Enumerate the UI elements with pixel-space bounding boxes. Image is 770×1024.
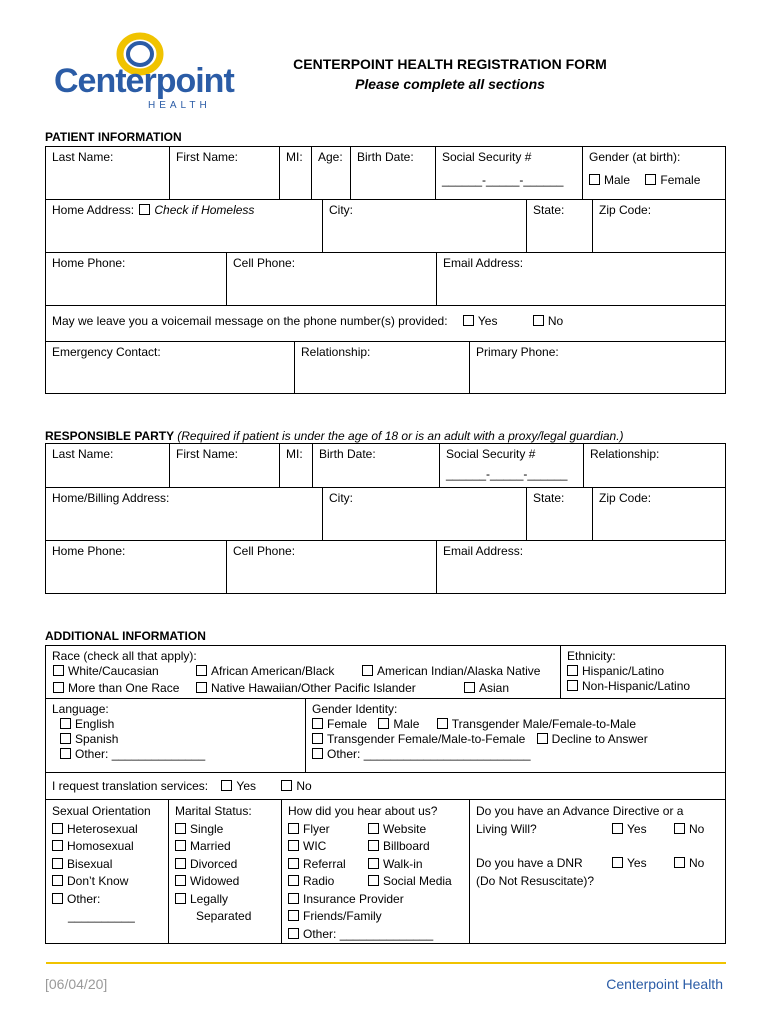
gi-trans-male-checkbox[interactable] xyxy=(437,718,448,729)
hear-other-checkbox[interactable] xyxy=(288,928,299,939)
emergency-contact-field[interactable] xyxy=(46,342,295,393)
language-other-blank[interactable]: ______________ xyxy=(111,747,206,761)
patient-age-label: Age: xyxy=(318,150,343,164)
rp-home-phone-field[interactable] xyxy=(46,541,227,593)
rp-birth-date-field[interactable] xyxy=(313,444,440,488)
race-asian-label: Asian xyxy=(479,681,510,695)
marital-widowed-label: Widowed xyxy=(190,874,240,888)
language-other-label: Other: xyxy=(75,747,109,761)
homeless-label: Check if Homeless xyxy=(154,203,255,217)
patient-info-grid xyxy=(45,146,726,394)
rp-birth-date-label: Birth Date: xyxy=(319,447,376,461)
dnr-yes-label: Yes xyxy=(627,856,647,870)
voicemail-question: May we leave you a voicemail message on the phone number(s) provided: xyxy=(52,314,448,328)
patient-cell-phone-label: Cell Phone: xyxy=(233,256,296,270)
rp-email-field[interactable] xyxy=(437,541,725,593)
translation-no-checkbox[interactable] xyxy=(281,780,292,791)
responsible-heading-text: RESPONSIBLE PARTY xyxy=(45,429,174,443)
race-row-1c xyxy=(362,664,540,679)
rp-billing-address-label: Home/Billing Address: xyxy=(52,491,170,505)
marital-label: Marital Status: xyxy=(175,804,252,818)
hear-other-blank[interactable]: ______________ xyxy=(339,926,434,941)
hear-wic-checkbox[interactable] xyxy=(288,840,299,851)
orientation-label: Sexual Orientation xyxy=(52,804,151,818)
dnr-question: Do you have a DNR xyxy=(476,856,583,870)
patient-email-label: Email Address: xyxy=(443,256,524,270)
voicemail-no-label: No xyxy=(547,314,564,328)
race-white-checkbox[interactable] xyxy=(53,665,64,676)
emergency-contact-label: Emergency Contact: xyxy=(52,345,161,359)
hear-flyer-checkbox[interactable] xyxy=(288,823,299,834)
language-label: Language: xyxy=(52,702,109,716)
race-multi-label: More than One Race xyxy=(68,681,180,695)
patient-state-field[interactable] xyxy=(527,200,593,253)
race-row-2b xyxy=(196,681,416,696)
race-row-2 xyxy=(53,681,179,696)
ethnicity-non-hispanic-label: Non-Hispanic/Latino xyxy=(582,679,691,693)
patient-section-heading: PATIENT INFORMATION xyxy=(45,130,182,144)
hear-walkin-label: Walk-in xyxy=(383,856,423,871)
marital-separated-checkbox[interactable] xyxy=(175,893,186,904)
gi-female-label: Female xyxy=(327,717,368,731)
hear-label: How did you hear about us? xyxy=(288,804,438,818)
orientation-hetero-checkbox[interactable] xyxy=(52,823,63,834)
patient-ssn-field[interactable] xyxy=(436,147,583,200)
gi-trans-female-label: Transgender Female/Male-to-Female xyxy=(327,732,526,746)
hear-radio-label: Radio xyxy=(303,874,335,888)
patient-email-field[interactable] xyxy=(437,253,725,306)
footer-divider xyxy=(46,962,726,964)
gender-identity-field xyxy=(306,699,725,773)
rp-last-name-label: Last Name: xyxy=(52,447,114,461)
ad-no-label: No xyxy=(689,821,705,836)
patient-gender-label: Gender (at birth): xyxy=(589,150,681,164)
advance-directive-field xyxy=(470,800,725,943)
race-white-label: White/Caucasian xyxy=(68,664,159,678)
advance-directive-question-2: Living Will? xyxy=(476,821,537,836)
translation-label: I request translation services: xyxy=(52,779,209,793)
race-asian-checkbox[interactable] xyxy=(464,682,475,693)
hear-website-checkbox[interactable] xyxy=(368,823,379,834)
centerpoint-logo xyxy=(52,32,234,112)
orientation-bi-label: Bisexual xyxy=(67,856,113,871)
language-english-checkbox[interactable] xyxy=(60,718,71,729)
ad-yes-checkbox[interactable] xyxy=(612,823,623,834)
rp-home-phone-label: Home Phone: xyxy=(52,544,126,558)
language-other-checkbox[interactable] xyxy=(60,748,71,759)
rp-cell-phone-field[interactable] xyxy=(227,541,437,593)
patient-last-name-field[interactable] xyxy=(46,147,170,200)
hear-referral-label: Referral xyxy=(303,856,346,871)
orientation-dont-know-label: Don’t Know xyxy=(67,874,129,888)
ethnicity-hispanic-checkbox[interactable] xyxy=(567,665,578,676)
rp-state-label: State: xyxy=(533,491,565,505)
gender-female-checkbox[interactable] xyxy=(645,174,656,185)
hear-website-label: Website xyxy=(383,821,427,836)
translation-yes-checkbox[interactable] xyxy=(221,780,232,791)
gi-other-blank[interactable]: _________________________ xyxy=(363,747,531,761)
race-black-label: African American/Black xyxy=(211,664,335,678)
rp-mi-field[interactable] xyxy=(280,444,313,488)
gender-female-label: Female xyxy=(660,173,701,187)
form-subtitle: Please complete all sections xyxy=(355,76,545,92)
hear-insurance-label: Insurance Provider xyxy=(303,891,404,906)
patient-state-label: State: xyxy=(533,203,565,217)
emergency-relationship-field[interactable] xyxy=(295,342,470,393)
patient-birth-date-label: Birth Date: xyxy=(357,150,414,164)
dnr-yes-checkbox[interactable] xyxy=(612,857,623,868)
voicemail-yes-checkbox[interactable] xyxy=(463,315,474,326)
patient-cell-phone-field[interactable] xyxy=(227,253,437,306)
race-pacific-label: Native Hawaiian/Other Pacific Islander xyxy=(211,681,416,695)
additional-info-grid xyxy=(45,645,726,944)
logo-subtitle: HEALTH xyxy=(148,100,211,111)
hear-billboard-checkbox[interactable] xyxy=(368,840,379,851)
orientation-bi-checkbox[interactable] xyxy=(52,858,63,869)
hear-walkin-checkbox[interactable] xyxy=(368,858,379,869)
rp-relationship-field[interactable] xyxy=(584,444,725,488)
gender-male-checkbox[interactable] xyxy=(589,174,600,185)
patient-home-phone-field[interactable] xyxy=(46,253,227,306)
race-row-1b xyxy=(196,664,334,679)
patient-gender-field xyxy=(583,147,725,200)
orientation-dont-know-checkbox[interactable] xyxy=(52,875,63,886)
orientation-other-blank[interactable]: __________ xyxy=(68,909,135,923)
rp-ssn-field[interactable] xyxy=(440,444,584,488)
gender-male-label: Male xyxy=(604,173,631,187)
race-native-label: American Indian/Alaska Native xyxy=(377,664,541,678)
orientation-hetero-label: Heterosexual xyxy=(67,821,138,836)
hear-insurance-checkbox[interactable] xyxy=(288,893,299,904)
translation-yes-label: Yes xyxy=(236,779,256,793)
rp-zip-label: Zip Code: xyxy=(599,491,652,505)
marital-single-label: Single xyxy=(190,821,224,836)
patient-mi-label: MI: xyxy=(286,150,303,164)
rp-state-field[interactable] xyxy=(527,488,593,541)
rp-city-field[interactable] xyxy=(323,488,527,541)
rp-billing-address-field[interactable] xyxy=(46,488,323,541)
rp-ssn-blank: ______-_____-______ xyxy=(446,467,568,481)
race-row-1 xyxy=(53,664,159,679)
hear-social-label: Social Media xyxy=(383,874,452,888)
rp-first-name-label: First Name: xyxy=(176,447,239,461)
language-english-label: English xyxy=(75,717,115,731)
marital-single-checkbox[interactable] xyxy=(175,823,186,834)
gi-other-checkbox[interactable] xyxy=(312,748,323,759)
race-native-checkbox[interactable] xyxy=(362,665,373,676)
logo-wordmark: Centerpoint xyxy=(54,62,234,100)
hear-friends-checkbox[interactable] xyxy=(288,910,299,921)
rp-cell-phone-label: Cell Phone: xyxy=(233,544,296,558)
patient-city-field[interactable] xyxy=(323,200,527,253)
race-label: Race (check all that apply): xyxy=(52,649,197,663)
patient-first-name-field[interactable] xyxy=(170,147,280,200)
voicemail-row xyxy=(46,306,725,342)
dnr-question-2: (Do Not Resuscitate)? xyxy=(476,873,595,888)
footer-organization: Centerpoint Health xyxy=(606,976,723,992)
translation-no-label: No xyxy=(296,779,312,793)
marital-married-label: Married xyxy=(190,839,231,853)
rp-relationship-label: Relationship: xyxy=(590,447,660,461)
patient-zip-label: Zip Code: xyxy=(599,203,652,217)
race-black-checkbox[interactable] xyxy=(196,665,207,676)
hear-friends-label: Friends/Family xyxy=(303,909,382,923)
language-spanish-checkbox[interactable] xyxy=(60,733,71,744)
patient-birth-date-field[interactable] xyxy=(351,147,436,200)
dnr-no-checkbox[interactable] xyxy=(674,857,685,868)
ethnicity-hispanic-label: Hispanic/Latino xyxy=(582,664,665,678)
race-row-2c xyxy=(464,681,509,696)
patient-home-address-field[interactable] xyxy=(46,200,323,253)
voicemail-yes-label: Yes xyxy=(477,314,498,328)
gi-trans-male-label: Transgender Male/Female-to-Male xyxy=(451,717,637,731)
race-multi-checkbox[interactable] xyxy=(53,682,64,693)
marital-status-field xyxy=(169,800,282,943)
marital-divorced-checkbox[interactable] xyxy=(175,858,186,869)
ethnicity-non-hispanic-checkbox[interactable] xyxy=(567,680,578,691)
orientation-other-checkbox[interactable] xyxy=(52,893,63,904)
responsible-section-heading xyxy=(45,429,624,443)
rp-mi-label: MI: xyxy=(286,447,303,461)
patient-first-name-label: First Name: xyxy=(176,150,239,164)
gi-trans-female-checkbox[interactable] xyxy=(312,733,323,744)
marital-widowed-checkbox[interactable] xyxy=(175,875,186,886)
hear-social-checkbox[interactable] xyxy=(368,875,379,886)
patient-mi-field[interactable] xyxy=(280,147,312,200)
emergency-primary-phone-field[interactable] xyxy=(470,342,725,393)
orientation-homo-label: Homosexual xyxy=(67,839,134,853)
hear-flyer-label: Flyer xyxy=(303,821,330,836)
gi-decline-label: Decline to Answer xyxy=(551,732,648,746)
gi-male-checkbox[interactable] xyxy=(378,718,389,729)
translation-row xyxy=(46,773,725,800)
sexual-orientation-field xyxy=(46,800,169,943)
gi-female-checkbox[interactable] xyxy=(312,718,323,729)
ethnicity-label: Ethnicity: xyxy=(567,649,616,663)
ethnicity-field xyxy=(561,646,725,699)
hear-referral-checkbox[interactable] xyxy=(288,858,299,869)
emergency-primary-phone-label: Primary Phone: xyxy=(476,345,559,359)
voicemail-no-checkbox[interactable] xyxy=(533,315,544,326)
patient-zip-field[interactable] xyxy=(593,200,725,253)
dnr-no-label: No xyxy=(689,856,705,870)
gi-male-label: Male xyxy=(393,717,420,731)
gi-decline-checkbox[interactable] xyxy=(537,733,548,744)
orientation-homo-checkbox[interactable] xyxy=(52,840,63,851)
additional-section-heading: ADDITIONAL INFORMATION xyxy=(45,629,206,643)
patient-ssn-label: Social Security # xyxy=(442,150,532,164)
hear-billboard-label: Billboard xyxy=(383,839,430,853)
marital-divorced-label: Divorced xyxy=(190,856,238,871)
marital-married-checkbox[interactable] xyxy=(175,840,186,851)
marital-legally-label: Legally xyxy=(190,891,229,906)
language-field xyxy=(46,699,306,773)
patient-home-phone-label: Home Phone: xyxy=(52,256,126,270)
homeless-checkbox[interactable] xyxy=(139,204,150,215)
advance-directive-question: Do you have an Advance Directive or a xyxy=(476,804,684,818)
rp-ssn-label: Social Security # xyxy=(446,447,536,461)
gender-identity-label: Gender Identity: xyxy=(312,702,398,716)
ad-no-checkbox[interactable] xyxy=(674,823,685,834)
orientation-other-label: Other: xyxy=(67,891,101,906)
race-pacific-checkbox[interactable] xyxy=(196,682,207,693)
rp-first-name-field[interactable] xyxy=(170,444,280,488)
hear-radio-checkbox[interactable] xyxy=(288,875,299,886)
responsible-note: (Required if patient is under the age of 18 or is an adult with a proxy/legal guardian.) xyxy=(177,429,624,443)
hear-wic-label: WIC xyxy=(303,839,327,853)
patient-city-label: City: xyxy=(329,203,353,217)
rp-last-name-field[interactable] xyxy=(46,444,170,488)
emergency-relationship-label: Relationship: xyxy=(301,345,371,359)
patient-last-name-label: Last Name: xyxy=(52,150,114,164)
rp-city-label: City: xyxy=(329,491,353,505)
rp-zip-field[interactable] xyxy=(593,488,725,541)
referral-source-field xyxy=(282,800,470,943)
responsible-party-grid xyxy=(45,443,726,594)
footer-revision-date: [06/04/20] xyxy=(45,976,108,992)
patient-age-field[interactable] xyxy=(312,147,351,200)
ad-yes-label: Yes xyxy=(627,821,647,836)
language-spanish-label: Spanish xyxy=(75,732,119,746)
rp-email-label: Email Address: xyxy=(443,544,524,558)
patient-ssn-blank: ______-_____-______ xyxy=(442,173,564,187)
gi-other-label: Other: xyxy=(327,747,361,761)
marital-separated-label: Separated xyxy=(196,909,252,923)
hear-other-label: Other: xyxy=(303,926,337,941)
patient-home-address-label: Home Address: xyxy=(52,203,135,217)
form-title: CENTERPOINT HEALTH REGISTRATION FORM xyxy=(293,56,607,72)
